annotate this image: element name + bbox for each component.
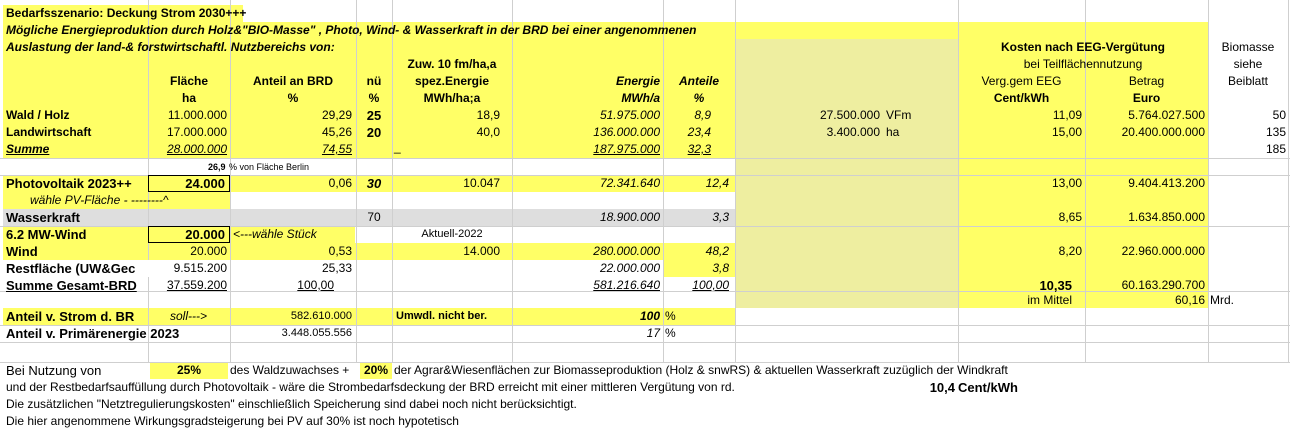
footer-text-2: des Waldzuwachses +: [230, 363, 350, 377]
cost-col-verg: Verg.gem EEG: [981, 74, 1062, 88]
summe-flaeche[interactable]: 28.000.000: [166, 142, 227, 156]
strom-soll: soll--->: [170, 309, 208, 323]
biomasse-note: Beiblatt: [1227, 74, 1269, 88]
col-header-flaeche: Fläche: [169, 74, 208, 88]
strom-pct-unit: %: [665, 309, 676, 323]
primaer-pct-unit: %: [665, 326, 676, 340]
land-anteile[interactable]: 23,4: [687, 125, 711, 139]
footer-line-3: Die zusätzlichen "Netztregulierungskosten" einschließlich Speicherung sind dabei noch nicht berücksichtigt.: [6, 397, 577, 411]
gridline-v: [1288, 0, 1289, 362]
row-label-primaer: Anteil v. Primärenergie 2023: [6, 326, 180, 341]
row-label-strom: Anteil v. Strom d. BR: [6, 309, 135, 324]
land-nu[interactable]: 20: [366, 125, 382, 140]
wald-anteile[interactable]: 8,9: [694, 108, 711, 122]
row-label-summe: Summe: [6, 142, 50, 156]
row-label-wasser: Wasserkraft: [6, 210, 80, 225]
summe-bio[interactable]: 185: [1265, 142, 1286, 156]
land-betrag[interactable]: 20.400.000.000: [1121, 125, 1205, 139]
land-flaeche[interactable]: 17.000.000: [166, 125, 227, 139]
row-label-mw-wind: 6.2 MW-Wind: [6, 227, 87, 242]
unit-energie: MWh/a: [621, 91, 660, 105]
land-bio[interactable]: 135: [1265, 125, 1286, 139]
wald-anteil[interactable]: 29,29: [321, 108, 352, 122]
rest-energie[interactable]: 22.000.000: [599, 261, 660, 275]
fill-olive-band: [735, 39, 958, 308]
unit-anteil: %: [287, 91, 299, 105]
land-extra[interactable]: 3.400.000: [826, 125, 880, 139]
pv-betrag[interactable]: 9.404.413.200: [1128, 176, 1205, 190]
row-label-pv: Photovoltaik 2023++: [6, 176, 132, 191]
biomasse-note: siehe: [1233, 57, 1263, 71]
wind-betrag[interactable]: 22.960.000.000: [1121, 244, 1205, 258]
cost-unit-euro: Euro: [1132, 91, 1161, 105]
pv-hint: wähle PV-Fläche - --------^: [30, 193, 169, 207]
gesamt-anteile[interactable]: 100,00: [692, 278, 729, 292]
wasser-betrag[interactable]: 1.634.850.000: [1128, 210, 1205, 224]
wald-verg[interactable]: 11,09: [1052, 108, 1082, 122]
footer-value-2[interactable]: 20%: [363, 363, 389, 377]
rest-anteile[interactable]: 3,8: [712, 261, 729, 275]
gesamt-verg[interactable]: 10,35: [1039, 278, 1072, 293]
wald-bio[interactable]: 50: [1272, 108, 1286, 122]
col-header-anteil-brd: Anteil an BRD: [252, 74, 333, 88]
unit-nu: %: [368, 91, 380, 105]
primaer-pct[interactable]: 17: [646, 326, 660, 340]
footer-line-2: und der Restbedarfsauffüllung durch Photovoltaik - wäre die Strombedarfsdeckung der BRD erreicht mit einer mittleren Vergütung von rd.: [6, 380, 735, 394]
rest-anteil[interactable]: 25,33: [321, 261, 352, 275]
col-header-energie: Energie: [615, 74, 660, 88]
gridline-h: [0, 158, 1290, 159]
mittel-value[interactable]: 60,16: [1174, 293, 1205, 307]
unit-flaeche: ha: [181, 91, 196, 105]
wald-flaeche[interactable]: 11.000.000: [167, 108, 227, 122]
primaer-value[interactable]: 3.448.055.556: [281, 327, 352, 339]
wald-betrag[interactable]: 5.764.027.500: [1128, 108, 1205, 122]
pv-flaeche[interactable]: 24.000: [185, 176, 225, 191]
footer-text-3: der Agrar&Wiesenflächen zur Biomasseproduktion (Holz & snwRS) & aktuellen Wasserkraft zuzüglich der Windkraft: [394, 363, 1008, 377]
header-line-2: Mögliche Energieproduktion durch Holz&"BIO-Masse" , Photo, Wind- & Wasserkraft in der BRD bei einer angenommenen: [6, 23, 697, 37]
strom-pct[interactable]: 100: [639, 309, 660, 323]
unit-anteile: %: [693, 91, 705, 105]
gesamt-flaeche[interactable]: 37.559.200: [166, 278, 227, 292]
row-label-land: Landwirtschaft: [6, 125, 92, 139]
cost-unit-cent: Cent/kWh: [993, 91, 1050, 105]
gesamt-anteil[interactable]: 100,00: [297, 278, 334, 292]
wald-energie[interactable]: 51.975.000: [599, 108, 660, 122]
footer-text-1: Bei Nutzung von: [6, 363, 102, 378]
col-header-spez: spez.Energie: [414, 74, 490, 88]
footer-result[interactable]: 10,4: [929, 380, 955, 395]
pv-spez[interactable]: 10.047: [463, 176, 500, 190]
wind-anteile[interactable]: 48,2: [705, 244, 729, 258]
berlin-note-value: 26,9: [208, 162, 226, 172]
summe-energie[interactable]: 187.975.000: [593, 142, 660, 156]
wasser-anteile[interactable]: 3,3: [712, 210, 729, 224]
wald-spez[interactable]: 18,9: [476, 108, 500, 122]
row-label-wind: Wind: [6, 244, 38, 259]
row-label-wald: Wald / Holz: [6, 108, 70, 122]
land-anteil[interactable]: 45,26: [321, 125, 352, 139]
cost-col-betrag: Betrag: [1128, 74, 1165, 88]
wind-flaeche[interactable]: 20.000: [190, 244, 227, 258]
summe-dash: _: [394, 140, 401, 154]
land-spez[interactable]: 40,0: [476, 125, 500, 139]
wind-energie[interactable]: 280.000.000: [593, 244, 660, 258]
footer-result-unit: Cent/kWh: [958, 380, 1018, 395]
wind-verg[interactable]: 8,20: [1058, 244, 1082, 258]
rest-flaeche[interactable]: 9.515.200: [148, 260, 227, 277]
footer-value-1[interactable]: 25%: [176, 363, 202, 377]
wasser-nu[interactable]: 70: [367, 210, 381, 224]
header-line-3: Auslastung der land-& forstwirtschaftl. Nutzbereichs von:: [6, 40, 335, 54]
gesamt-betrag[interactable]: 60.163.290.700: [1121, 278, 1205, 292]
col-header-zuw: Zuw. 10 fm/ha,a: [407, 57, 497, 71]
mittel-label: im Mittel: [1027, 293, 1072, 307]
wasser-verg[interactable]: 8,65: [1058, 210, 1082, 224]
gridline-h: [0, 342, 1290, 343]
row-label-rest: Restfläche (UW&Gec: [6, 261, 136, 276]
wald-nu[interactable]: 25: [366, 108, 382, 123]
gesamt-energie[interactable]: 581.216.640: [593, 278, 660, 292]
strom-umw: Umwdl. nicht ber.: [396, 310, 488, 322]
land-verg[interactable]: 15,00: [1051, 125, 1082, 139]
col-header-anteile: Anteile: [678, 74, 719, 88]
sheet-title: Bedarfsszenario: Deckung Strom 2030+++: [6, 6, 247, 20]
unit-spez: MWh/ha;a: [423, 91, 481, 105]
land-extra-unit: ha: [886, 125, 900, 139]
cost-title: Kosten nach EEG-Vergütung: [1000, 40, 1165, 54]
summe-anteil[interactable]: 74,55: [321, 142, 352, 156]
footer-line-4: Die hier angenommene Wirkungsgradsteigerung bei PV auf 30% ist noch hypotetisch: [6, 414, 459, 428]
land-energie[interactable]: 136.000.000: [593, 125, 660, 139]
berlin-note-text: % von Fläche Berlin: [229, 162, 310, 172]
pv-verg[interactable]: 13,00: [1051, 176, 1082, 190]
col-header-nu: nü: [366, 74, 382, 88]
mw-wind-count[interactable]: 20.000: [185, 227, 225, 242]
strom-value[interactable]: 582.610.000: [290, 310, 352, 322]
wind-anteil[interactable]: 0,53: [328, 244, 352, 258]
biomasse-note: Biomasse: [1221, 40, 1275, 54]
wind-spez[interactable]: 14.000: [463, 244, 500, 258]
wald-extra-unit: VFm: [886, 108, 912, 122]
mw-aktuell: Aktuell-2022: [421, 228, 483, 240]
summe-anteile[interactable]: 32,3: [687, 142, 711, 156]
pv-energie[interactable]: 72.341.640: [599, 176, 660, 190]
cost-subtitle: bei Teilflächennutzung: [1023, 57, 1143, 71]
wasser-energie[interactable]: 18.900.000: [599, 210, 660, 224]
mw-wind-hint: <---wähle Stück: [233, 227, 317, 241]
pv-nu[interactable]: 30: [366, 176, 382, 191]
pv-anteil[interactable]: 0,06: [328, 176, 352, 190]
gridline-v: [735, 0, 736, 362]
wald-extra[interactable]: 27.500.000: [819, 108, 880, 122]
mittel-unit: Mrd.: [1210, 293, 1234, 307]
row-label-gesamt: Summe Gesamt-BRD: [6, 278, 137, 293]
pv-anteile[interactable]: 12,4: [705, 176, 729, 190]
